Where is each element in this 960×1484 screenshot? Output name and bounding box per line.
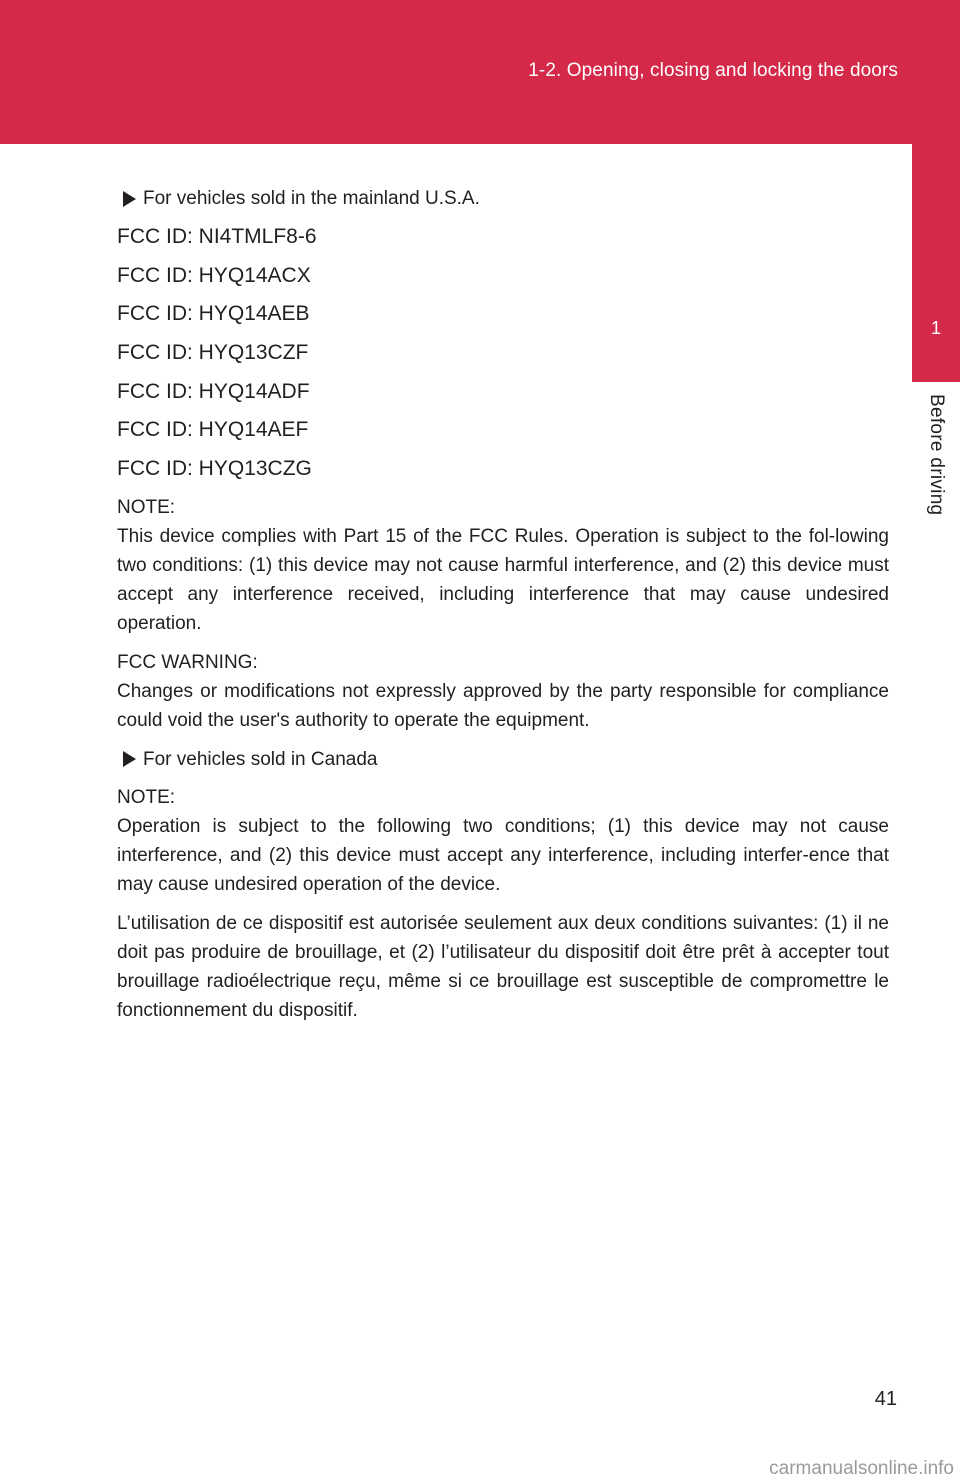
watermark: carmanualsonline.info <box>769 1458 954 1479</box>
usa-heading-line <box>123 184 889 213</box>
note-text: Operation is subject to the following two conditions; (1) this device may not cause interference, and (2) this device must accept any interference, including interfer-ence that may cause undesired operation of the device. <box>117 815 889 895</box>
fcc-id-list <box>117 222 889 483</box>
fcc-id-item: FCC ID: HYQ13CZG <box>117 457 312 481</box>
fcc-id-item: FCC ID: HYQ14ACX <box>117 263 311 287</box>
header-band <box>0 0 960 144</box>
french-text: L’utilisation de ce dispositif est autorisée seulement aux deux conditions suivantes: (1) il ne doit pas produire de brouillage, et (2) l’utilisateur du dispositif doit être prêt à accepter tout brouillage radioélectrique reçu, même si ce brouillage est susceptible de compromettre le fonctionnement du dispositif. <box>117 912 889 1021</box>
arrow-right-icon <box>123 751 136 767</box>
chapter-tab <box>912 144 960 382</box>
chapter-label: Before driving <box>926 394 947 516</box>
section-title: 1-2. Opening, closing and locking the doors <box>528 60 898 81</box>
fcc-id-item: FCC ID: HYQ14AEF <box>117 418 309 442</box>
canada-heading: For vehicles sold in Canada <box>143 748 378 770</box>
note-canada <box>117 783 889 899</box>
page-content <box>117 184 889 1035</box>
usa-heading: For vehicles sold in the mainland U.S.A. <box>143 188 480 209</box>
arrow-right-icon <box>123 191 136 207</box>
note-heading: NOTE: <box>117 496 176 518</box>
fcc-id-item: FCC ID: HYQ13CZF <box>117 341 309 365</box>
page-number: 41 <box>874 1388 897 1410</box>
warning-text: Changes or modifications not expressly approved by the party responsible for compliance could void the user's authority to operate the equipment. <box>117 680 889 731</box>
fcc-warning <box>117 648 889 735</box>
french-notice <box>117 909 889 1025</box>
fcc-id-item: FCC ID: HYQ14ADF <box>117 379 310 403</box>
note-heading: NOTE: <box>117 786 176 808</box>
warning-heading: FCC WARNING: <box>117 651 258 673</box>
fcc-id-item: FCC ID: HYQ14AEB <box>117 302 310 326</box>
chapter-label-area <box>912 382 960 642</box>
note-text: This device complies with Part 15 of the FCC Rules. Operation is subject to the fol-lowing two conditions: (1) this device may not cause harmful interference, and (2) this device must accept any interference received, including interference that may cause undesired operation. <box>117 525 889 634</box>
canada-heading-line <box>123 745 889 774</box>
fcc-id-item: FCC ID: NI4TMLF8-6 <box>117 225 317 248</box>
chapter-number: 1 <box>930 318 941 338</box>
note-usa <box>117 493 889 638</box>
